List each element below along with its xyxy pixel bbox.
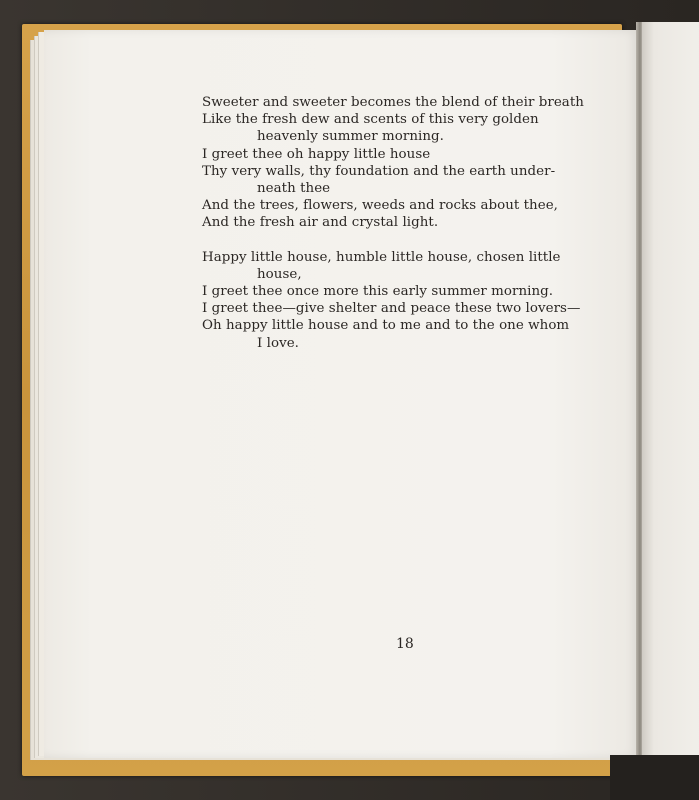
poem-line: I love.	[257, 335, 299, 351]
poem-line: And the trees, flowers, weeds and rocks about thee,	[202, 198, 558, 214]
poem-line: house,	[257, 266, 302, 282]
stanza-gap	[202, 232, 612, 249]
poem-line: Oh happy little house and to me and to the one whom	[202, 318, 570, 334]
poem-line: I greet thee once more this early summer morning.	[202, 284, 554, 300]
poem-line: Like the fresh dew and scents of this very golden	[202, 112, 539, 128]
poem-line: Sweeter and sweeter becomes the blend of their breath	[202, 95, 584, 110]
poem-line: I greet thee oh happy little house	[202, 146, 431, 162]
poem-line: And the fresh air and crystal light.	[202, 215, 439, 231]
poem-line: heavenly summer morning.	[257, 129, 444, 145]
page-number: 18	[396, 636, 414, 652]
poem-line: Thy very walls, thy foundation and the earth under-	[202, 163, 556, 179]
poem-line: I greet thee—give shelter and peace these two lovers—	[202, 301, 581, 317]
poem-text	[202, 94, 612, 352]
poem-line: Happy little house, humble little house, chosen little	[202, 249, 561, 265]
facing-page	[642, 22, 699, 760]
stanza-1	[202, 94, 612, 232]
poem-line: neath thee	[257, 181, 331, 197]
stanza-2	[202, 249, 612, 352]
background-corner	[610, 755, 699, 800]
